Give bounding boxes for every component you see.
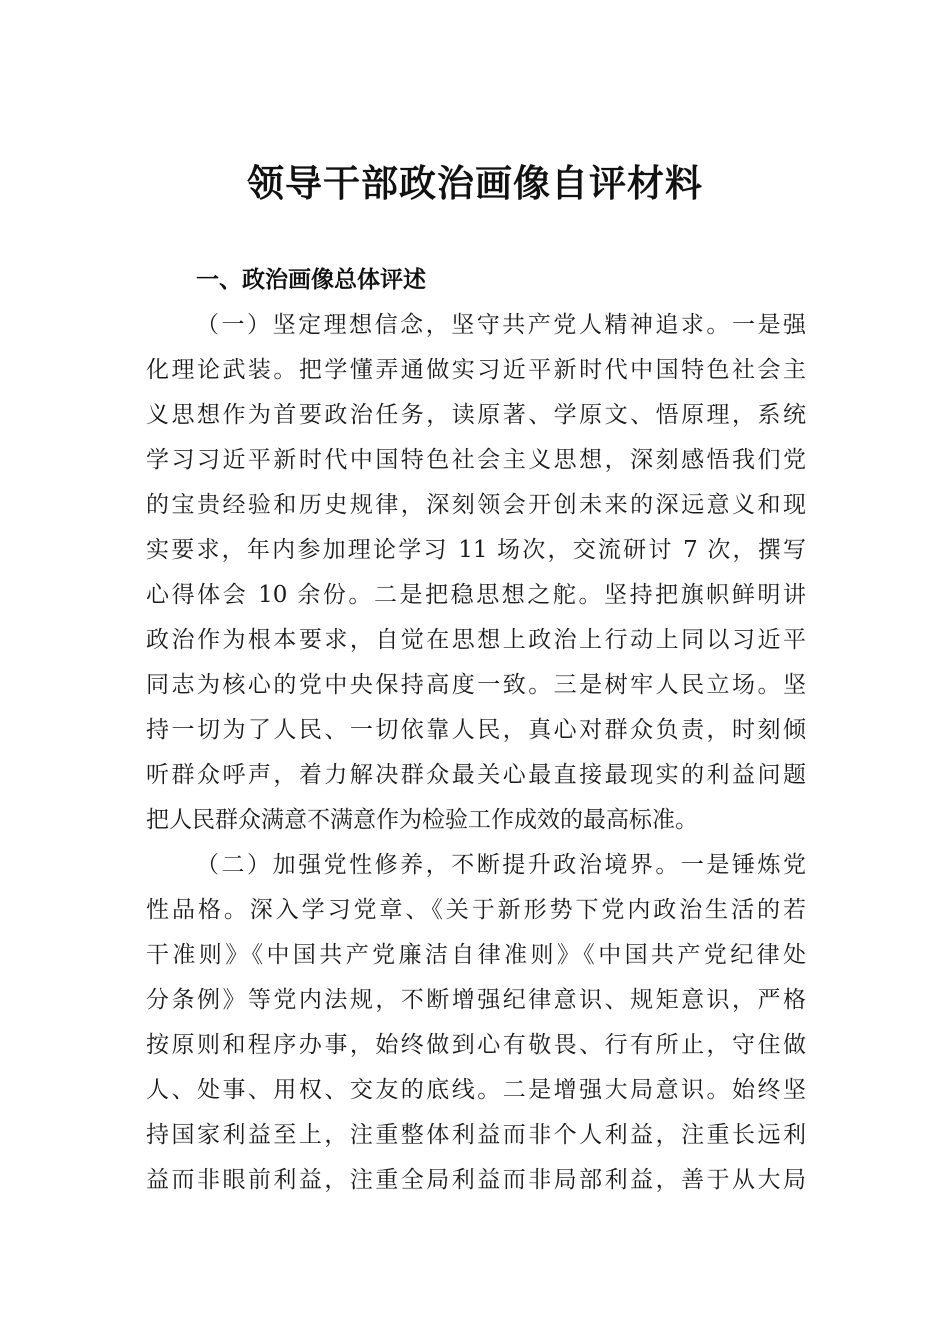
paragraph-line: （二）加强党性修养，不断提升政治境界。一是锤炼党 — [196, 852, 806, 878]
paragraph-line: 性品格。深入学习党章、《关于新形势下党内政治生活的若 — [146, 897, 806, 923]
paragraph-line: 益而非眼前利益，注重全局利益而非局部利益，善于从大局 — [146, 1167, 806, 1193]
paragraph-line: 人、处事、用权、交友的底线。二是增强大局意识。始终坚 — [146, 1077, 806, 1103]
section-heading: 一、政治画像总体评述 — [196, 267, 426, 293]
document-title: 领导干部政治画像自评材料 — [247, 161, 703, 205]
paragraph-line: 听群众呼声，着力解决群众最关心最直接最现实的利益问题 — [146, 762, 806, 788]
paragraph-line: 心得体会 10 余份。二是把稳思想之舵。坚持把旗帜鲜明讲 — [146, 582, 806, 608]
paragraph-line: 分条例》等党内法规，不断增强纪律意识、规矩意识，严格 — [146, 987, 806, 1013]
paragraph-line: 持国家利益至上，注重整体利益而非个人利益，注重长远利 — [146, 1122, 806, 1148]
paragraph-line: 持一切为了人民、一切依靠人民，真心对群众负责，时刻倾 — [146, 717, 806, 743]
paragraph-line: 的宝贵经验和历史规律，深刻领会开创未来的深远意义和现 — [146, 492, 806, 518]
paragraph-line: 同志为核心的党中央保持高度一致。三是树牢人民立场。坚 — [146, 672, 806, 698]
paragraph-line: 干准则》《中国共产党廉洁自律准则》《中国共产党纪律处 — [146, 942, 806, 968]
paragraph-line: 按原则和程序办事，始终做到心有敬畏、行有所止，守住做 — [146, 1032, 806, 1058]
paragraph-line: 学习习近平新时代中国特色社会主义思想，深刻感悟我们党 — [146, 447, 806, 473]
paragraph-line: 实要求，年内参加理论学习 11 场次，交流研讨 7 次，撰写 — [146, 537, 806, 563]
paragraph-line: 化理论武装。把学懂弄通做实习近平新时代中国特色社会主 — [146, 357, 806, 383]
paragraph-line: 义思想作为首要政治任务，读原著、学原文、悟原理，系统 — [146, 402, 806, 428]
paragraph-line: 把人民群众满意不满意作为检验工作成效的最高标准。 — [146, 807, 698, 833]
paragraph-line: 政治作为根本要求，自觉在思想上政治上行动上同以习近平 — [146, 627, 806, 653]
paragraph-line: （一）坚定理想信念，坚守共产党人精神追求。一是强 — [196, 312, 806, 338]
